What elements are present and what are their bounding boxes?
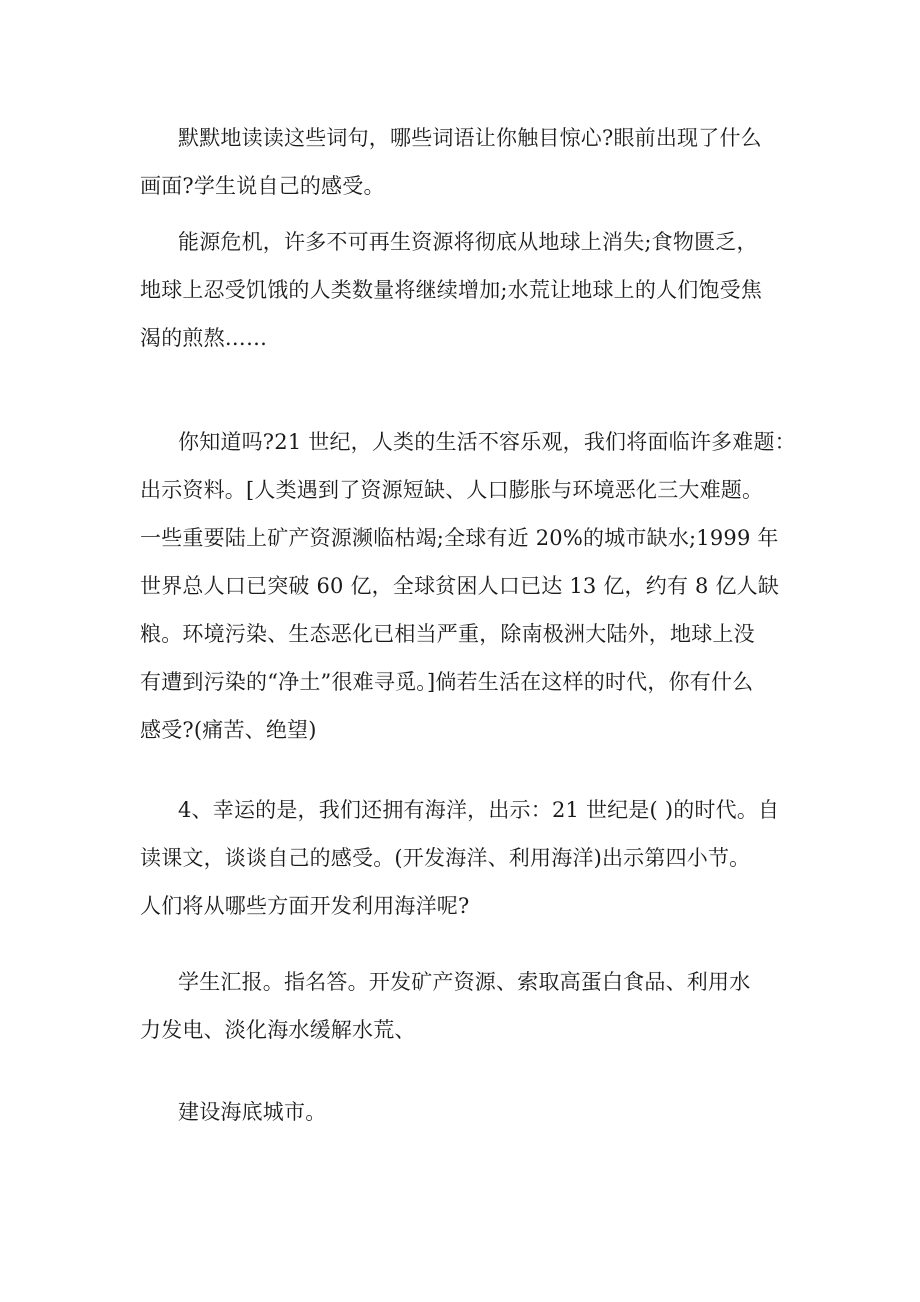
text-line: 出示资料。[人类遇到了资源短缺、人口膨胀与环境恶化三大难题。 bbox=[140, 478, 764, 502]
paragraph-21st-century-problems bbox=[140, 418, 800, 754]
text-line: 地球上忍受饥饿的人类数量将继续增加;水荒让地球上的人们饱受焦 bbox=[140, 278, 763, 302]
text-line: 有遭到污染的“净土”很难寻觅。]倘若生活在这样的时代，你有什么 bbox=[140, 670, 754, 694]
text-line: 读课文，谈谈自己的感受。(开发海洋、利用海洋)出示第四小节。 bbox=[140, 846, 751, 870]
text-line: 学生汇报。指名答。开发矿产资源、索取高蛋白食品、利用水 bbox=[178, 970, 751, 994]
text-line: 世界总人口已突破 60 亿，全球贫困人口已达 13 亿，约有 8 亿人缺 bbox=[140, 574, 780, 598]
text-line: 力发电、淡化海水缓解水荒、 bbox=[140, 1018, 416, 1042]
paragraph-ocean-era bbox=[140, 786, 800, 930]
text-line: 4、幸运的是，我们还拥有海洋，出示：21 世纪是( )的时代。自 bbox=[178, 798, 780, 822]
text-line: 粮。环境污染、生态恶化已相当严重，除南极洲大陆外，地球上没 bbox=[140, 622, 755, 646]
text-line: 画面?学生说自己的感受。 bbox=[140, 174, 385, 198]
paragraph-student-report bbox=[140, 958, 800, 1054]
text-line: 人们将从哪些方面开发利用海洋呢? bbox=[140, 894, 470, 918]
text-line: 一些重要陆上矿产资源濒临枯竭;全球有近 20%的城市缺水;1999 年 bbox=[140, 526, 779, 550]
text-line: 能源危机，许多不可再生资源将彻底从地球上消失;食物匮乏， bbox=[178, 230, 758, 254]
text-line: 你知道吗?21 世纪，人类的生活不容乐观，我们将面临许多难题： bbox=[178, 430, 796, 454]
text-line: 感受?(痛苦、绝望) bbox=[140, 718, 317, 742]
text-line: 默默地读读这些词句，哪些词语让你触目惊心?眼前出现了什么 bbox=[178, 126, 762, 150]
paragraph-undersea-city bbox=[140, 1088, 800, 1136]
paragraph-reading-prompt bbox=[140, 114, 800, 210]
text-line: 建设海底城市。 bbox=[178, 1100, 327, 1124]
text-line: 渴的煎熬…… bbox=[140, 326, 268, 350]
paragraph-crisis-list bbox=[140, 218, 800, 362]
